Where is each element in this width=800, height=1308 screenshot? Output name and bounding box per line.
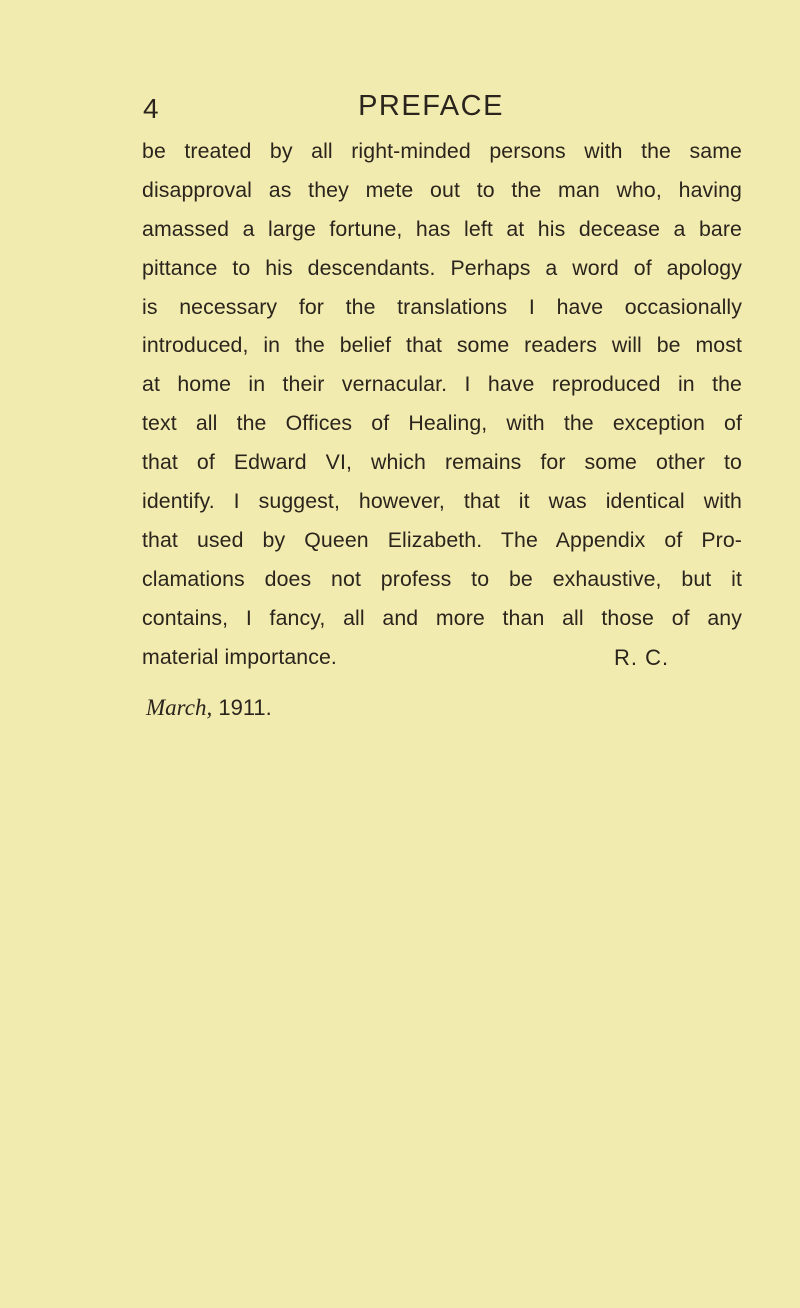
body-line: pittance to his descendants. Perhaps a word of apology [142,255,742,280]
body-line: text all the Offices of Healing, with the exception of [142,411,742,436]
preface-body [142,132,742,676]
body-line: identify. I suggest, however, that it was identical with [142,489,742,514]
body-line: at home in their vernacular. I have reproduced in the [142,372,742,397]
body-line-last: material importance. [142,644,337,669]
body-line: is necessary for the translations I have occasionally [142,294,742,319]
body-line: be treated by all right-minded persons with the same [142,139,742,163]
running-head: PREFACE [358,90,504,122]
body-line: contains, I fancy, all and more than all those of any [142,605,742,630]
body-line: clamations does not profess to be exhaustive, but it [142,566,742,591]
dateline [146,691,272,725]
body-line: that of Edward VI, which remains for some other to [142,450,742,475]
body-line: that used by Queen Elizabeth. The Appendix of Pro- [142,527,742,552]
body-line: introduced, in the belief that some readers will be most [142,333,742,358]
author-initials: R. C. [614,645,670,670]
dateline-month: March, [146,695,213,720]
page-number: 4 [143,93,159,124]
body-line: amassed a large fortune, has left at his decease a bare [142,216,742,241]
body-line: disapproval as they mete out to the man who, having [142,177,742,202]
dateline-year: 1911. [218,695,272,720]
